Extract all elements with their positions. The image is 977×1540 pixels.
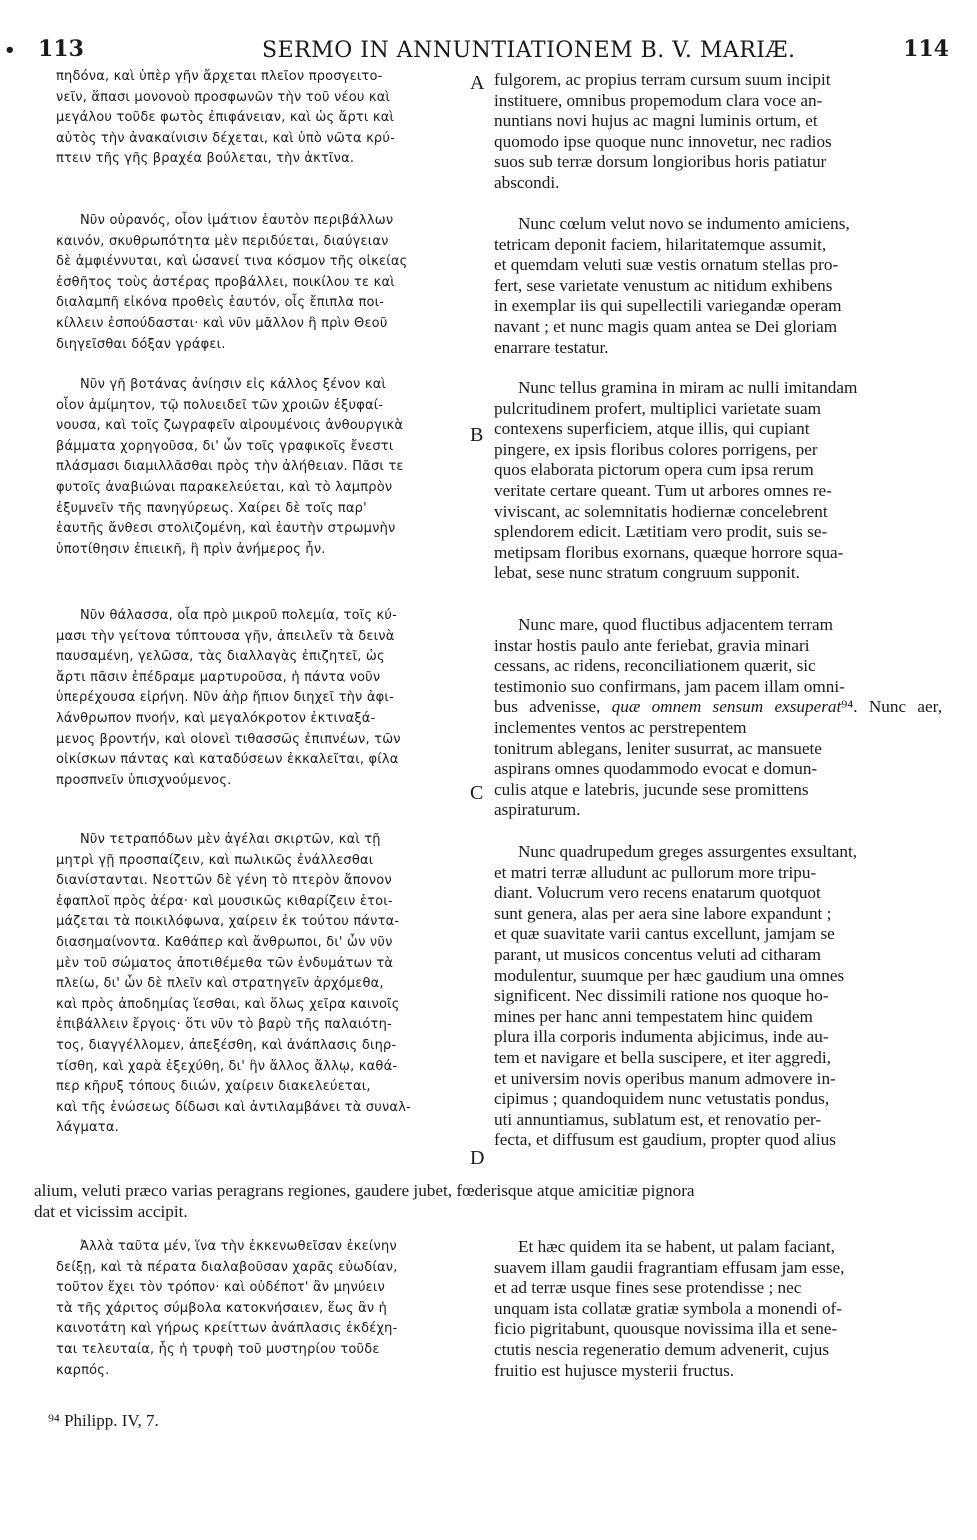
bullet-mark: •	[4, 40, 16, 61]
latin-paragraph-6: Et hæc quidem ita se habent, ut palam faciant, suavem illam gaudii fragrantiam effusam jam esse, et ad terræ usque fines sese protendisse ; nec unquam ista collatæ gratiæ symbola a monendi of- ficio pigritabunt, quousque novissima illa et sene- ctutis nescia regeneratio demum advenerit, cujus fruitio est hujusce mysterii fructus.	[494, 1237, 845, 1380]
latin-paragraph-5: Nunc quadrupedum greges assurgentes exsultant, et matri terræ alludunt ac pullorum more tripu- diant. Volucrum vero recens enatarum quotquot sunt genera, alas per aera sine labore expandunt ; et quæ suavitate varii cantus excellunt, jamjam se parant, ut musicos concentus veluti ad citharam modulentur, suumque per hæc gaudium una omnes significent. Nec dissimili ratione nos quoque ho- mines per hanc anni tempestatem hinc quidem plura illa corporis indumenta abjicimus, inde au- tem et navigare et bella suscipere, et iter aggredi, et universim novis operibus manum admovere in- cipimus ; quandoquidem nunc vetustatis pondus, uti annuntiamus, sublatum est, et renovatio per- fecta, et diffusum est gaudium, propter quod alius	[494, 842, 858, 1150]
latin-paragraph-4-text: Nunc mare, quod fluctibus adjacentem terram instar hostis paulo ante feriebat, gravia minari cessans, ac ridens, reconciliationem quærit, sic testimonio suo confirmans, jam pacem illam omni- bus advenisse,	[494, 615, 845, 717]
full-width-continuation: alium, veluti præco varias peragrans regiones, gaudere jubet, fœderisque atque amicitiæ pignora dat et vicissim accipit.	[34, 1181, 695, 1221]
left-page-number: 113	[38, 36, 84, 62]
greek-paragraph-2: Νῦν οὐρανός, οἷον ἱμάτιον ἑαυτὸν περιβάλλων καινόν, σκυθρωπότητα μὲν περιδύεται, διαύγειαν δὲ ἀμφιέννυται, καὶ ὡσανεί τινα κόσμον τῆς οἰκείας ἐσθῆτος τοὺς ἀστέρας προβάλλει, ποικίλου τε καὶ διαλαμπῆ εἰκόνα προθεὶς ἑαυτόν, οἷς ἔπιπλα ποι- κίλλειν ἐσπούδασται· καὶ νῦν μᾶλλον ἢ πρὶν Θεοῦ διηγεῖσθαι δόξαν γράφει.	[56, 213, 408, 352]
greek-paragraph-5: Νῦν τετραπόδων μὲν ἀγέλαι σκιρτῶν, καὶ τῇ μητρὶ γῇ προσπαίζειν, καὶ πωλικῶς ἐνάλλεσθαι διανίστανται. Νεοττῶν δὲ γένη τὸ πτερὸν ἄπονον ἐφαπλοῖ πρὸς ἀέρα· καὶ μουσικῶς κιθαρίζειν ἑτοι- μάζεται τὰ ποικιλόφωνα, χαίρειν ἐκ τούτου πάντα- διασημαίνοντα. Καθάπερ καὶ ἄνθρωποι, δι' ὧν νῦν μὲν τοῦ σώματος ἀποτιθέμεθα τῶν ἐνδυμάτων τὰ πλείω, δι' ὧν δὲ πλεῖν καὶ στρατηγεῖν ἀρχόμεθα, καὶ πρὸς ἀποδημίας ἵεσθαι, καὶ ὅλως χεῖρα καινοῖς ἐπιβάλλειν ἔργοις· ὅτι νῦν τὸ βαρὺ τῆς παλαιότη- τος, διαγγέλλομεν, ἀπεξέσθη, καὶ ἀνάπλασις διηρ- τίσθη, καὶ χαρὰ ἐξεχύθη, δι' ἣν ἄλλος ἄλλῳ, καθά- περ κῆρυξ τόπους διιών, χαίρειν διακελεύεται, καὶ τῆς ἑνώσεως δίδωσι καὶ ἀντιλαμβάνει τὰ συναλ- λάγματα.	[56, 832, 411, 1136]
greek-paragraph-4: Νῦν θάλασσα, οἷα πρὸ μικροῦ πολεμία, τοῖς κύ- μασι τὴν γείτονα τύπτουσα γῆν, ἀπειλεῖν τὰ δεινὰ παυσαμένη, γελῶσα, τὰς διαλλαγὰς ἐπιζητεῖ, ὡς ἄρτι πᾶσιν ἐπέδραμε μαρτυροῦσα, ἡ πάντα νοῦν ὑπερέχουσα εἰρήνη. Νῦν ἀὴρ ἤπιον διηχεῖ τὴν ἀφι- λάνθρωπον πνοήν, καὶ μεγαλόκροτον ἐκτιναξά- μενος βροντήν, καὶ οἱονεὶ τιθασσῶς ἐπιπνέων, τῶν οἰκίσκων πάντας καὶ καταδύσεων ἐκκαλεῖται, φίλα προσπνεῖν ὑπισχνούμενος.	[56, 608, 401, 788]
latin-paragraph-1: fulgorem, ac propius terram cursum suum incipit instituere, omnibus propemodum clara voce an- nuntians novi hujus ac magni luminis ortum, et quomodo ipse quoque nunc innovetur, nec radios suos sub terræ dorsum longioribus horis patiatur abscondi.	[494, 70, 832, 192]
section-marker-d: D	[470, 1147, 485, 1169]
greek-paragraph-6: Ἀλλὰ ταῦτα μέν, ἵνα τὴν ἐκκενωθεῖσαν ἐκείνην δείξῃ, καὶ τὰ πέρατα διαλαβοῦσαν χαρᾶς εὐωδίαν, τοῦτον ἔχει τὸν τρόπον· καὶ οὐδέποτ' ἂν μηνύειν τὰ τῆς χάριτος σύμβολα κατοκνήσαιεν, ἕως ἂν ἡ καινοτάτη καὶ γήρως κρείττων ἀνάπλασις ἐκδέχη- ται τελευταία, ἧς ἡ τρυφὴ τοῦ μυστηρίου τοῦδε καρπός.	[56, 1239, 398, 1378]
greek-paragraph-3: Νῦν γῆ βοτάνας ἀνίησιν εἰς κάλλος ξένον καὶ οἷον ἀμίμητον, τῷ πολυειδεῖ τῶν χροιῶν ἐξυφαί- νουσα, καὶ τοῖς ζωγραφεῖν αἱρουμένοις ἀνθουργικὰ βάμματα χορηγοῦσα, δι' ὧν τοῖς γραφικοῖς ἔνεστι πλάσμασι διαμιλλᾶσθαι πρὸς τὴν ἀλήθειαν. Πᾶσι τε φυτοῖς ἀναβιώναι παρακελεύεται, καὶ τὸ λαμπρὸν ἐξυμνεῖν τῆς πανηγύρεως. Χαίρει δὲ τοῖς παρ' ἑαυτῆς ἄνθεσι στολιζομένη, καὶ ἑαυτὴν στρωμνὴν ὑποτίθησιν ἐπιεικῆ, ἣ πρὶν ἀνήμερος ἦν.	[56, 377, 404, 557]
latin-paragraph-3: Nunc tellus gramina in miram ac nulli imitandam pulcritudinem profert, multiplici varietate suam contexens superficiem, atque illis, qui cupiant pingere, ex ipsis floribus colores porrigens, per quos elaborata pictorum opera cum ipsa rerum veritate certare queant. Tum ut arbores omnes re- viviscant, ac solemnitatis hodiernæ concelebrent splendorem edicit. Lætitiam vero prodit, suis se- metipsam floribus exornans, quæque horrore squa- lebat, sese nunc stratum congruum supponit.	[494, 378, 858, 583]
footnote-ref: ⁹⁴	[841, 697, 854, 717]
footnote: ⁹⁴ Philipp. IV, 7.	[48, 1411, 159, 1430]
section-marker-b: B	[470, 424, 484, 446]
running-title: SERMO IN ANNUNTIATIONEM B. V. MARIÆ.	[262, 38, 796, 63]
latin-paragraph-4-cont: . Nunc aer, inclementes ventos ac perstrepentem tonitrum ablegans, leniter susurrat, ac mansuete aspirans omnes quodammodo evocat e domun- culis atque e latebris, jucunde sese promittens aspiraturum.	[494, 697, 942, 820]
section-marker-a: A	[470, 72, 485, 94]
latin-paragraph-4	[494, 615, 942, 821]
scripture-quote: quæ omnem sensum exsuperat	[611, 697, 842, 717]
page-header	[0, 36, 977, 70]
latin-paragraph-2: Nunc cœlum velut novo se indumento amiciens, tetricam deponit faciem, hilaritatemque assumit, et quemdam veluti suæ vestis ornatum stellas pro- fert, sese varietate venustum ac nitidum exhibens in exemplar iis qui supellectili variegandæ operam navant ; et nunc magis quam antea se Dei gloriam enarrare testatur.	[494, 214, 850, 357]
greek-paragraph-1: πηδόνα, καὶ ὑπὲρ γῆν ἄρχεται πλεῖον προσγειτο- νεῖν, ἅπασι μονονοὺ προσφωνῶν τὴν τοῦ νέου καὶ μεγάλου τοῦδε φωτὸς ἐπιφάνειαν, καὶ ὡς ἄρτι καὶ αὐτὸς τὴν ἀνακαίνισιν δέχεται, καὶ ὑπὸ νῶτα κρύ- πτειν τῆς γῆς βραχέα βούλεται, τὴν ἀκτῖνα.	[56, 69, 395, 167]
right-page-number: 114	[903, 36, 949, 62]
section-marker-c: C	[470, 782, 484, 804]
